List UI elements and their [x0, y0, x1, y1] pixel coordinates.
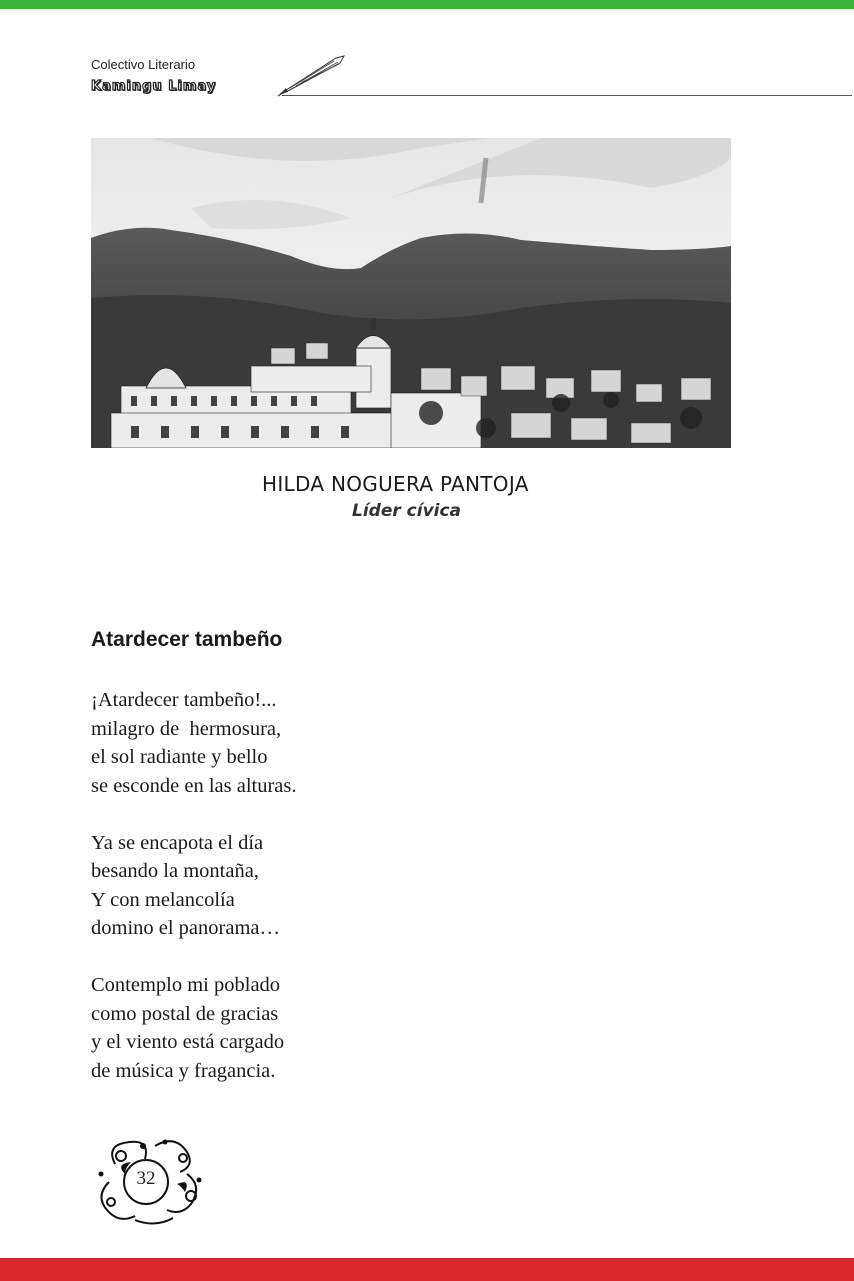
poem-title: Atardecer tambeño: [91, 628, 283, 651]
poem-line: ¡Atardecer tambeño!...: [91, 689, 277, 711]
page-number: 32: [136, 1168, 156, 1189]
poem-line: como postal de gracias: [91, 1002, 279, 1025]
poem-line: Ya se encapota el día: [91, 831, 264, 854]
poem-body: [91, 686, 297, 1114]
poem-line: Y con melancolía: [91, 888, 235, 911]
poem-line: domino el panorama…: [91, 917, 281, 939]
town-landscape-sketch: [91, 138, 731, 448]
top-color-band: [0, 0, 854, 9]
stanza: [91, 686, 297, 800]
poem-line: de música y fragancia.: [91, 1059, 276, 1082]
quill-pen-icon: [276, 52, 348, 98]
poem-line: besando la montaña,: [91, 860, 259, 882]
header-title: Colectivo Literario: [91, 57, 196, 72]
poem-line: milagro de hermosura,: [91, 717, 282, 740]
header-rule: [282, 95, 852, 96]
header-logo: Kamingu Limay: [91, 79, 217, 94]
author-role: Líder cívica: [352, 501, 462, 521]
stanza: [91, 829, 297, 943]
poem-line: se esconde en las alturas.: [91, 774, 297, 797]
bottom-color-band: [0, 1258, 854, 1281]
author-name: HILDA NOGUERA PANTOJA: [262, 472, 529, 496]
stanza: [91, 971, 297, 1085]
poem-line: y el viento está cargado: [91, 1031, 285, 1053]
poem-line: Contemplo mi poblado: [91, 974, 281, 996]
poem-line: el sol radiante y bello: [91, 746, 268, 768]
